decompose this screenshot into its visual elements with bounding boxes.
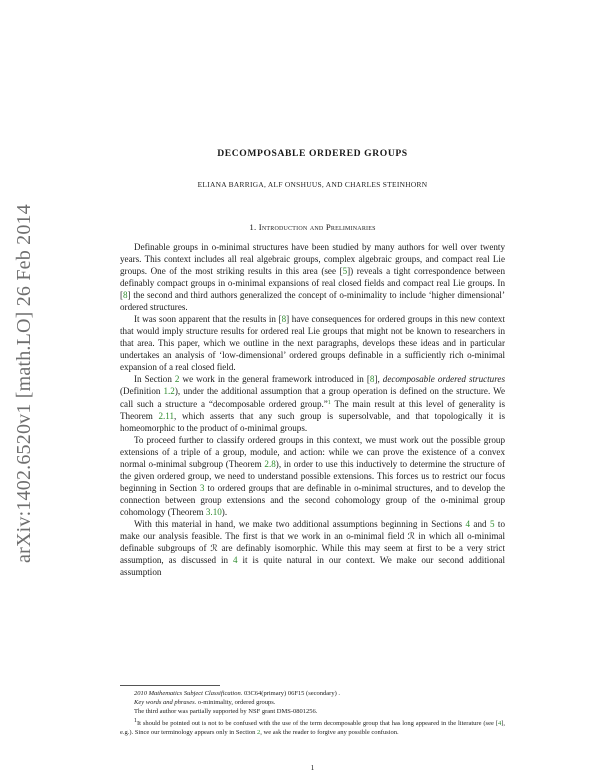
paper-title: DECOMPOSABLE ORDERED GROUPS <box>217 148 408 159</box>
citation-link[interactable]: 8 <box>123 290 128 300</box>
section-heading: 1. Introduction and Preliminaries <box>249 222 376 232</box>
paragraph-3: In Section 2 we work in the general framework introduced in [8], decomposable ordered structures (Definition 1.2), under the additional assumption that a group operation is defined on the structure. We call such a structure a “decomposable ordered group.”$^1$ The main result at this level of generality is Theorem 2.11, which asserts that any such group is supersolvable, and that topologically it is homeomorphic to the product of o-minimal groups. <box>120 374 506 433</box>
footnote-rule <box>120 685 220 686</box>
theorem-link[interactable]: 2.8 <box>264 459 276 469</box>
arxiv-stamp-text: arXiv:1402.6520v1 [math.LO] 26 Feb 2014 <box>12 203 35 563</box>
arxiv-stamp <box>8 178 40 588</box>
body-text <box>120 241 505 578</box>
section-link[interactable]: 4 <box>233 555 238 565</box>
section-link[interactable]: 4 <box>465 519 471 529</box>
footnote-1-mark: 1 <box>134 717 137 724</box>
page-number: 1 <box>310 763 315 772</box>
msc-note: 2010 Mathematics Subject Classification. 03C64(primary) 06F15 (secondary) . <box>134 690 340 697</box>
citation-link[interactable]: 8 <box>369 374 375 384</box>
footnotes <box>120 690 505 738</box>
paragraph-2: It was soon apparent that the results in [8] have consequences for ordered groups in this new context that would imply structure results for ordered real Lie groups that might not be known to researchers in that area. This paper, which we outline in the next paragraphs, develops these ideas and in particular undertakes an analysis of ‘low-dimensional’ ordered groups definable in a sufficiently rich o-minimal expansion of a real closed field. <box>120 314 505 372</box>
section-link[interactable]: 2 <box>174 374 180 384</box>
theorem-link[interactable]: 2.11 <box>158 411 175 421</box>
section-link[interactable]: 2 <box>257 728 261 736</box>
paper-authors: ELIANA BARRIGA, ALF ONSHUUS, AND CHARLES STEINHORN <box>197 180 428 189</box>
footnote-1: 1It should be pointed out is not to be confused with the use of the term decomposable group that has long appeared in the literature (see [4], e.g.). Since our terminology appears only in Section 2, we ask the reader to forgive any possible confusion. <box>120 717 505 736</box>
citation-link[interactable]: 5 <box>342 266 348 276</box>
paragraph-1: Definable groups in o-minimal structures have been studied by many authors for well over twenty years. This context includes all real algebraic groups, complex algebraic groups, and compact real Lie groups. One of the most striking results in this area (see [5]) reveals a tight correspondence between definably compact groups in o-minimal expansions of real closed fields and compact real Lie groups. In [8] the second and third authors generalized the concept of o-minimality to include ‘higher dimensional’ ordered structures. <box>120 242 505 312</box>
citation-link[interactable]: 8 <box>281 314 287 324</box>
paragraph-4: To proceed further to classify ordered groups in this context, we must work out the possible group extensions of a triple of a group, module, and action: while we can prove the existence of a convex normal o-minimal subgroup (Theorem 2.8), in order to use this inductively to determine the structure of the given ordered group, we need to understand possible extensions. This forces us to restrict our focus beginning in Section 3 to ordered groups that are definable in o-minimal structures, and to develop the connection between group extensions and the second cohomology group of the o-minimal group cohomology (Theorem 3.10). <box>120 435 505 517</box>
definition-link[interactable]: 1.2 <box>163 386 175 396</box>
keywords-note: Key words and phrases. o-minimality, ordered groups. <box>134 698 276 706</box>
section-link[interactable]: 3 <box>199 483 205 493</box>
footnote-marker[interactable]: 1 <box>327 400 331 406</box>
paragraph-5: With this material in hand, we make two additional assumptions beginning in Sections 4 and 5 to make our analysis feasible. The first is that we work in an o-minimal field ℛ in which all o-minimal definable subgroups of ℛ are definably isomorphic. While this may seem at first to be a very strict assumption, as discussed in 4 it is quite natural in our context. We make our second additional assumption <box>120 519 505 577</box>
grant-note: The third author was partially supported by NSF grant DMS-0801256. <box>134 707 318 715</box>
theorem-link[interactable]: 3.10 <box>205 507 222 517</box>
citation-link[interactable]: 4 <box>497 719 502 727</box>
section-link[interactable]: 5 <box>489 519 495 529</box>
